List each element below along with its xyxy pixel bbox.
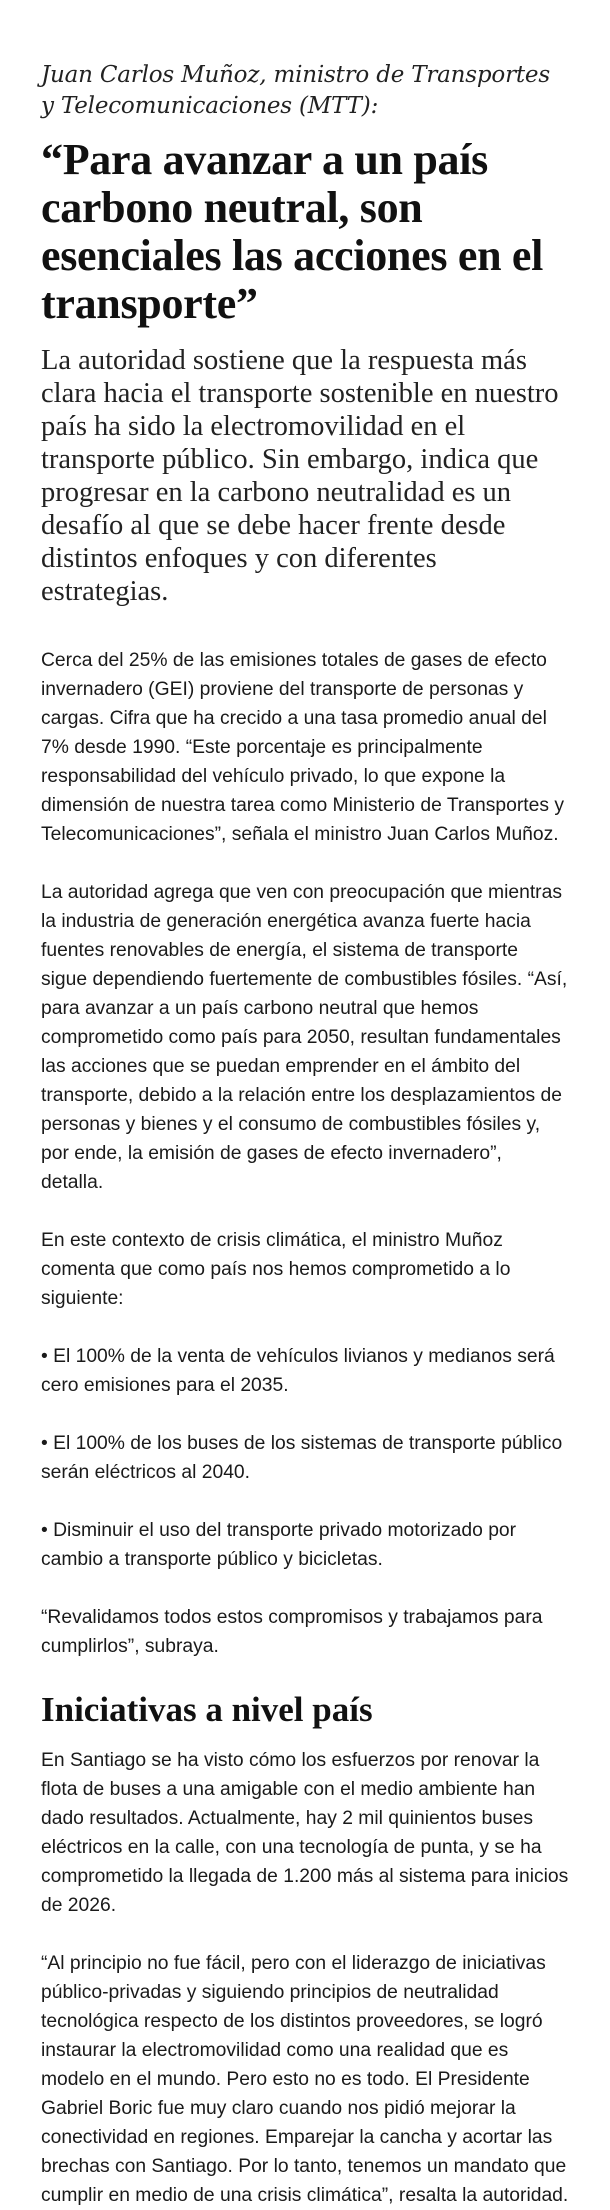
article-lead: La autoridad sostiene que la respuesta más clara hacia el transporte sostenible en nuestro país ha sido la electromovilidad en el transporte público. Sin embargo, indica que progresar en la carbono neutralidad es un desafío al que se debe hacer frente desde distintos enfoques y con diferentes estrategias. [41, 345, 559, 607]
commitment-list-item: • El 100% de los buses de los sistemas de transporte público serán eléctricos al 2040. [41, 1433, 563, 1483]
article-headline: “Para avanzar a un país carbono neutral, son esenciales las acciones en el transporte” [41, 135, 544, 328]
section-heading: Iniciativas a nivel país [41, 1690, 373, 1729]
article-body [41, 646, 569, 1661]
commitment-list-item: • Disminuir el uso del transporte privado motorizado por cambio a transporte público y bicicletas. [41, 1520, 517, 1570]
body-paragraph: Cerca del 25% de las emisiones totales de gases de efecto invernadero (GEI) proviene del transporte de personas y cargas. Cifra que ha crecido a una tasa promedio anual del 7% desde 1990. “Este porcentaje es principalmente responsabilidad del vehículo privado, lo que expone la dimensión de nuestra tarea como Ministerio de Transportes y Telecomunicaciones”, señala el ministro Juan Carlos Muñoz. [41, 650, 564, 845]
body-paragraph: En este contexto de crisis climática, el ministro Muñoz comenta que como país nos hemos comprometido a lo siguiente: [41, 1230, 511, 1309]
body-paragraph: “Al principio no fue fácil, pero con el liderazgo de iniciativas público-privadas y siguiendo principios de neutralidad tecnológica respecto de los distintos proveedores, se logró instaurar la electromovilidad como una realidad que es modelo en el mundo. Pero esto no es todo. El Presidente Gabriel Boric fue muy claro cuando nos pidió mejorar la conectividad en regiones. Emparejar la cancha y acortar las brechas con Santiago. Por lo tanto, tenemos un mandato que cumplir en medio de una crisis climática”, resalta la autoridad. [41, 1953, 569, 2206]
commitment-list-item: • El 100% de la venta de vehículos livianos y medianos será cero emisiones para el 2035. [41, 1346, 555, 1396]
body-paragraph: La autoridad agrega que ven con preocupación que mientras la industria de generación energética avanza fuerte hacia fuentes renovables de energía, el sistema de transporte sigue dependiendo fuertemente de combustibles fósiles. “Así, para avanzar a un país carbono neutral que hemos comprometido como país para 2050, resultan fundamentales las acciones que se puedan emprender en el ámbito del transporte, debido a la relación entre los desplazamientos de personas y bienes y el consumo de combustibles fósiles y, por ende, la emisión de gases de efecto invernadero”, detalla. [41, 882, 568, 1193]
body-paragraph: En Santiago se ha visto cómo los esfuerzos por renovar la flota de buses a una amigable con el medio ambiente han dado resultados. Actualmente, hay 2 mil quinientos buses eléctricos en la calle, con una tecnología de punta, y se ha comprometido la llegada de 1.200 más al sistema para inicios de 2026. [41, 1750, 569, 1916]
section-body [41, 1746, 569, 2210]
article-kicker: Juan Carlos Muñoz, ministro de Transportes y Telecomunicaciones (MTT): [41, 62, 550, 119]
body-paragraph: “Revalidamos todos estos compromisos y trabajamos para cumplirlos”, subraya. [41, 1607, 543, 1657]
